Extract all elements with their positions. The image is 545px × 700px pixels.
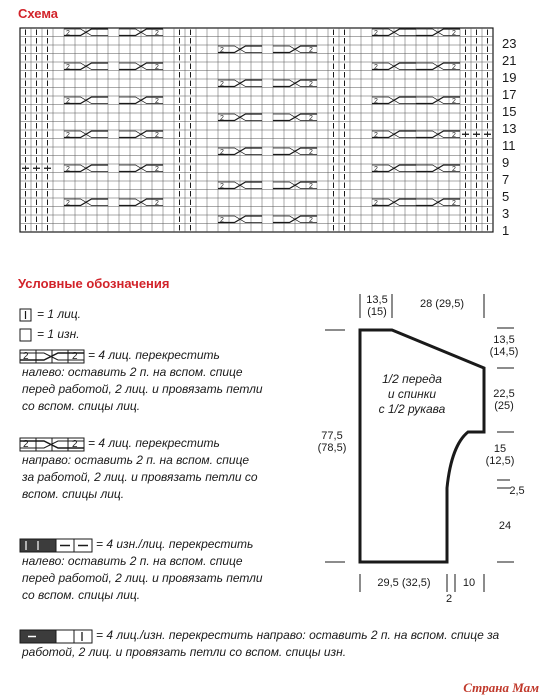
row-number: 1 bbox=[502, 223, 510, 238]
cable-count-label: 2 bbox=[452, 200, 456, 207]
cable-count-label: 2 bbox=[155, 30, 159, 37]
dim-left-height bbox=[310, 430, 354, 454]
legend-cross-left-mixed-text: = 4 изн./лиц. перекрестить налево: оставить 2 п. на вспом. спице перед работой, 2 лиц. и провязать петли со вспом. спицы лиц. bbox=[22, 537, 263, 602]
row-number: 3 bbox=[502, 206, 510, 221]
cable-count-label: 2 bbox=[155, 200, 159, 207]
schematic-label-line: и спинки bbox=[387, 387, 437, 401]
cable-count-label: 2 bbox=[452, 30, 456, 37]
row-number: 7 bbox=[502, 172, 510, 187]
schematic-label bbox=[357, 372, 467, 417]
cable-count-label: 2 bbox=[374, 30, 378, 37]
cable-count-label: 2 bbox=[309, 47, 313, 54]
dim-value: 22,5 bbox=[493, 388, 515, 400]
legend-cross-right-knit-text: = 4 лиц. перекрестить направо: оставить 2 п. на вспом. спице за работой, 2 лиц. и провязать петли со вспом. спицы лиц. bbox=[22, 436, 258, 501]
cable-count-label: 2 bbox=[309, 81, 313, 88]
row-number: 19 bbox=[502, 70, 517, 85]
dim-value: (12,5) bbox=[485, 455, 515, 467]
row-number: 17 bbox=[502, 87, 517, 102]
schematic-label-line: 1/2 переда bbox=[382, 372, 442, 386]
cable-count-label: 2 bbox=[220, 47, 224, 54]
dim-right-1 bbox=[482, 334, 526, 358]
symbol-2-label: 2 bbox=[23, 439, 29, 450]
row-number: 13 bbox=[502, 121, 517, 136]
dim-value: (15) bbox=[367, 306, 387, 318]
legend-heading: Условные обозначения bbox=[18, 276, 170, 291]
dim-value: (14,5) bbox=[489, 346, 519, 358]
legend-purl-text: = 1 изн. bbox=[37, 327, 80, 341]
cable-count-label: 2 bbox=[155, 166, 159, 173]
watermark: Страна Мам bbox=[463, 680, 539, 695]
cable-count-label: 2 bbox=[374, 98, 378, 105]
cable-count-label: 2 bbox=[220, 115, 224, 122]
cable-count-label: 2 bbox=[66, 132, 70, 139]
dim-top-left bbox=[362, 294, 392, 318]
cable-count-label: 2 bbox=[374, 166, 378, 173]
purl-symbol bbox=[20, 329, 31, 341]
schematic-outline bbox=[360, 330, 484, 562]
schematic-label-line: с 1/2 рукава bbox=[378, 402, 446, 416]
legend-knit-text: = 1 лиц. bbox=[37, 307, 81, 321]
cable-count-label: 2 bbox=[309, 183, 313, 190]
dim-bottom-cuff: 10 bbox=[462, 577, 476, 589]
row-number: 11 bbox=[502, 138, 516, 153]
symbol-2-label: 2 bbox=[72, 351, 78, 362]
cable-count-label: 2 bbox=[309, 149, 313, 156]
dim-value: (25) bbox=[494, 400, 514, 412]
dim-right-4: 2,5 bbox=[509, 485, 525, 497]
dim-value: 13,5 bbox=[493, 334, 515, 346]
dim-value: (78,5) bbox=[317, 442, 347, 454]
cable-count-label: 2 bbox=[220, 183, 224, 190]
knitting-chart bbox=[0, 0, 545, 260]
cable-count-label: 2 bbox=[374, 200, 378, 207]
cable-count-label: 2 bbox=[374, 132, 378, 139]
cable-count-label: 2 bbox=[220, 217, 224, 224]
legend-cross-right-mixed-text: = 4 лиц./изн. перекрестить направо: оставить 2 п. на вспом. спице за работой, 2 лиц. и провязать петли со вспом. спицы изн. bbox=[22, 628, 500, 659]
cable-count-label: 2 bbox=[155, 64, 159, 71]
knit-symbol bbox=[20, 309, 31, 321]
dim-value: 77,5 bbox=[321, 430, 343, 442]
row-number: 23 bbox=[502, 36, 517, 51]
symbol-2-label: 2 bbox=[72, 439, 78, 450]
dim-right-3 bbox=[478, 443, 522, 467]
symbol-2-label: 2 bbox=[23, 351, 29, 362]
cable-count-label: 2 bbox=[155, 98, 159, 105]
cable-count-label: 2 bbox=[452, 98, 456, 105]
row-number: 15 bbox=[502, 104, 517, 119]
cable-count-label: 2 bbox=[374, 64, 378, 71]
cable-count-label: 2 bbox=[452, 64, 456, 71]
dim-bottom-width: 29,5 (32,5) bbox=[377, 577, 431, 589]
row-number: 5 bbox=[502, 189, 510, 204]
cable-count-label: 2 bbox=[66, 200, 70, 207]
legend-cross-left-knit-text: = 4 лиц. перекрестить налево: оставить 2 п. на вспом. спице перед работой, 2 лиц. и провязать петли со вспом. спицы лиц. bbox=[22, 348, 263, 413]
cable-count-label: 2 bbox=[309, 115, 313, 122]
dim-value: 15 bbox=[493, 443, 507, 455]
cable-count-label: 2 bbox=[220, 81, 224, 88]
scheme-heading: Схема bbox=[18, 6, 59, 21]
cable-count-label: 2 bbox=[452, 132, 456, 139]
cable-count-label: 2 bbox=[66, 30, 70, 37]
cable-count-label: 2 bbox=[309, 217, 313, 224]
dim-bottom-small: 2 bbox=[445, 593, 453, 605]
cable-count-label: 2 bbox=[66, 64, 70, 71]
cable-count-label: 2 bbox=[452, 166, 456, 173]
cable-count-label: 2 bbox=[66, 98, 70, 105]
row-number: 9 bbox=[502, 155, 510, 170]
dim-right-2 bbox=[482, 388, 526, 412]
dim-right-5: 24 bbox=[498, 520, 512, 532]
cable-count-label: 2 bbox=[220, 149, 224, 156]
cable-count-label: 2 bbox=[155, 132, 159, 139]
dim-value: 13,5 bbox=[366, 294, 388, 306]
cable-count-label: 2 bbox=[66, 166, 70, 173]
dim-top-width: 28 (29,5) bbox=[419, 298, 465, 310]
row-number: 21 bbox=[502, 53, 517, 68]
